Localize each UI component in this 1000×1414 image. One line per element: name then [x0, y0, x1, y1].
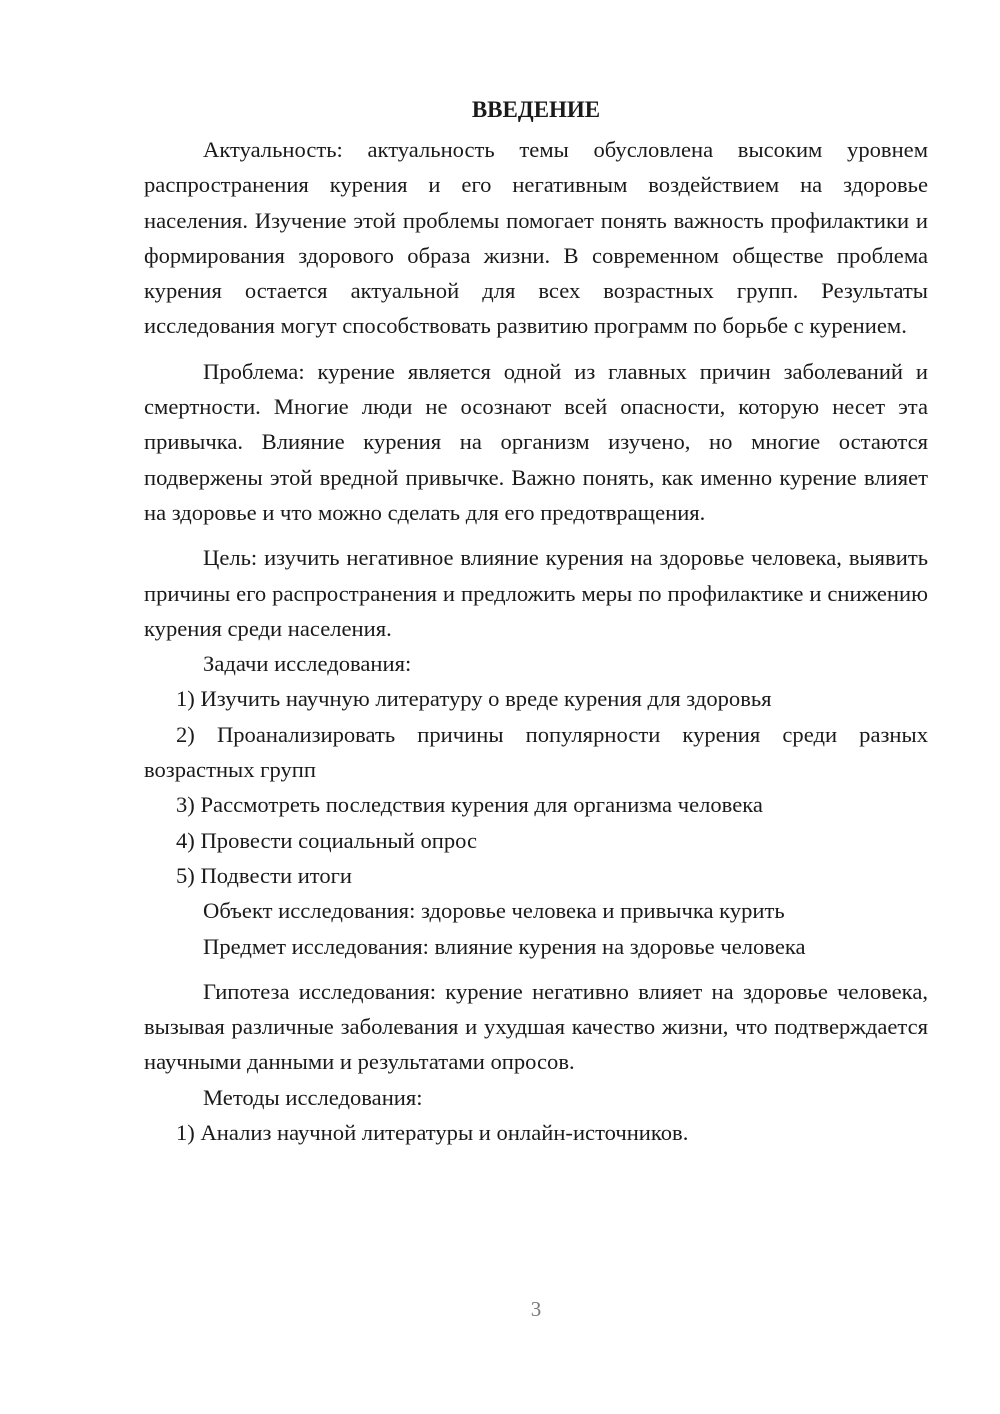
page-content	[144, 92, 928, 1150]
task-item: 4) Провести социальный опрос	[176, 827, 478, 853]
relevance-paragraph: Актуальность: актуальность темы обусловлена высоким уровнем распространения курения и его негативным воздействием на здоровье населения. Изучение этой проблемы помогает понять важность профилактики и формирования здорового образа жизни. В современном обществе проблема курения остается актуальной для всех возрастных групп. Результаты исследования могут способствовать развитию программ по борьбе с курением.	[144, 137, 928, 339]
method-item: 1) Анализ научной литературы и онлайн-источников.	[176, 1120, 689, 1146]
section-title: ВВЕДЕНИЕ	[471, 97, 601, 122]
task-item: 1) Изучить научную литературу о вреде курения для здоровья	[176, 686, 772, 712]
methods-heading: Методы исследования:	[203, 1084, 423, 1110]
task-item: 3) Рассмотреть последствия курения для организма человека	[176, 792, 763, 818]
task-item: 2) Проанализировать причины популярности курения среди разных возрастных групп	[144, 721, 928, 783]
task-item: 5) Подвести итоги	[176, 862, 353, 888]
hypothesis-paragraph: Гипотеза исследования: курение негативно влияет на здоровье человека, вызывая различные заболевания и ухудшая качество жизни, что подтверждается научными данными и результатами опросов.	[144, 978, 928, 1075]
problem-paragraph: Проблема: курение является одной из главных причин заболеваний и смертности. Многие люди не осознают всей опасности, которую несет эта привычка. Влияние курения на организм изучено, но многие остаются подвержены этой вредной привычке. Важно понять, как именно курение влияет на здоровье и что можно сделать для его предотвращения.	[144, 358, 928, 525]
tasks-heading: Задачи исследования:	[203, 651, 412, 677]
page-number: 3	[530, 1297, 542, 1321]
subject-paragraph: Предмет исследования: влияние курения на здоровье человека	[203, 933, 806, 959]
object-paragraph: Объект исследования: здоровье человека и привычка курить	[203, 898, 785, 924]
goal-paragraph: Цель: изучить негативное влияние курения на здоровье человека, выявить причины его распространения и предложить меры по профилактике и снижению курения среди населения.	[144, 545, 928, 641]
